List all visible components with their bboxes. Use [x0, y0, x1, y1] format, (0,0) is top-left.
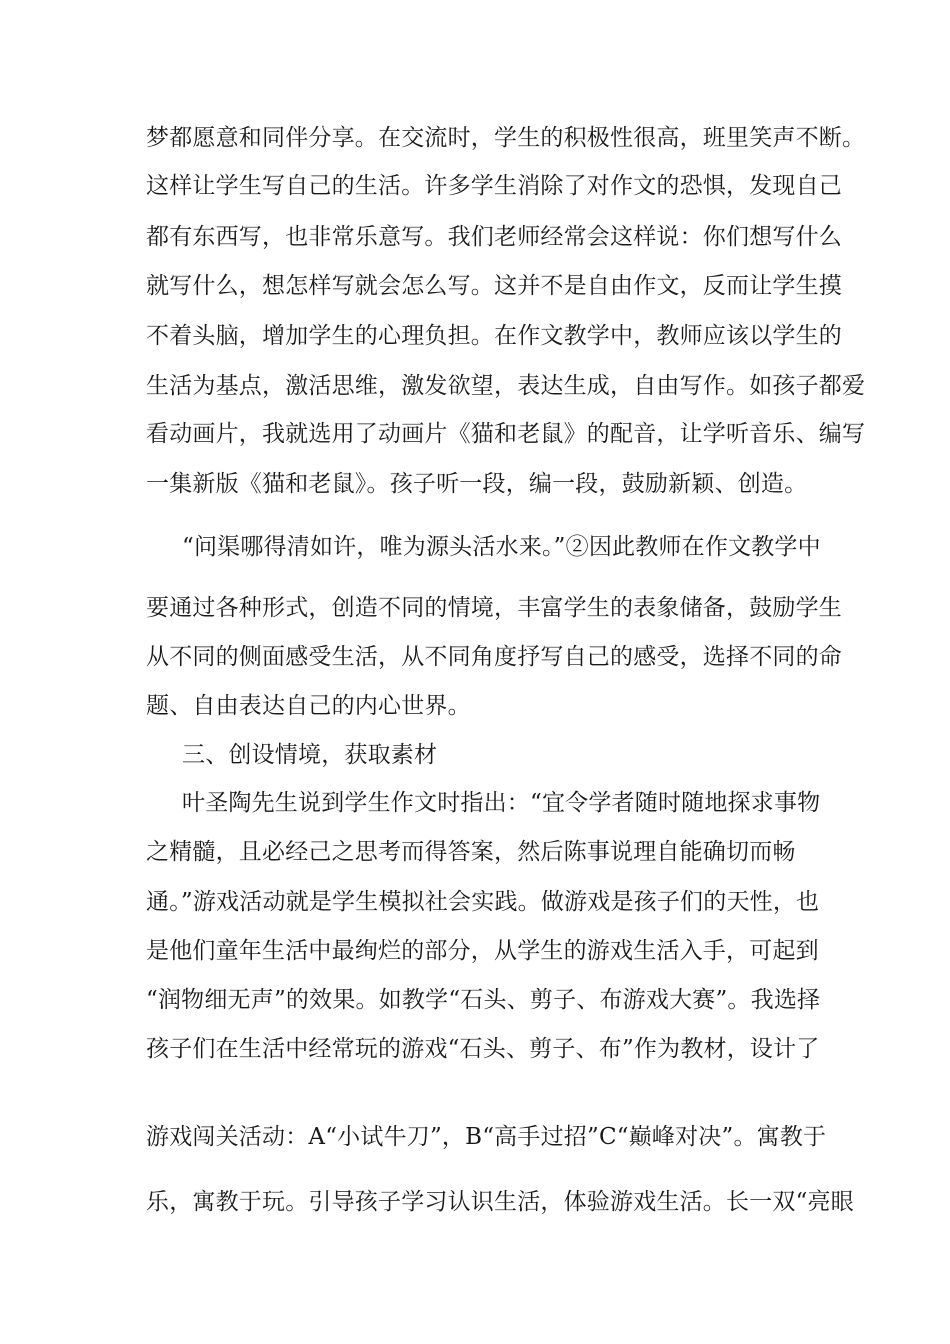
text-line: 叶圣陶先生说到学生作文时指出：“宜令学者随时随地探求事物 [182, 790, 821, 816]
text-line: 一集新版《猫和老鼠》。孩子听一段，编一段，鼓励新颖、创造。 [146, 471, 808, 497]
text-line: 都有东西写，也非常乐意写。我们老师经常会这样说：你们想写什么 [146, 224, 842, 250]
text-line: 梦都愿意和同伴分享。在交流时，学生的积极性很高，班里笑声不断。 [146, 125, 866, 151]
text-line: 通。”游戏活动就是学生模拟社会实践。做游戏是孩子们的天性，也 [146, 889, 820, 915]
text-line: 就写什么，想怎样写就会怎么写。这并不是自由作文，反而让学生摸 [146, 273, 842, 299]
text-line: “润物细无声”的效果。如教学“石头、剪子、布游戏大赛”。我选择 [146, 987, 821, 1013]
text-line: 看动画片，我就选用了动画片《猫和老鼠》的配音，让学听音乐、编写 [146, 421, 866, 447]
text-line: 乐，寓教于玩。引导孩子学习认识生活，体验游戏生活。长一双“亮眼 [146, 1189, 854, 1215]
text-line: 是他们童年生活中最绚烂的部分，从学生的游戏生活入手，可起到 [146, 938, 819, 964]
text-line: 这样让学生写自己的生活。许多学生消除了对作文的恐惧，发现自己 [146, 173, 842, 199]
section-heading: 三、创设情境，获取素材 [182, 742, 438, 768]
text-line: 生活为基点，激活思维，激发欲望，表达生成，自由写作。如孩子都爱 [146, 373, 866, 399]
text-line: 游戏闯关活动：A“小试牛刀”，B“高手过招”C“巅峰对决”。寓教于 [146, 1124, 827, 1150]
text-line: 从不同的侧面感受生活，从不同角度抒写自己的感受，选择不同的命 [146, 644, 842, 670]
text-line: “问渠哪得清如许，唯为源头活水来。”②因此教师在作文教学中 [182, 534, 821, 560]
text-line: 题、自由表达自己的内心世界。 [146, 693, 471, 719]
text-line: 不着头脑，增加学生的心理负担。在作文教学中，教师应该以学生的 [146, 323, 842, 349]
text-line: 要通过各种形式，创造不同的情境，丰富学生的表象储备，鼓励学生 [146, 595, 842, 621]
text-line: 之精髓，且必经己之思考而得答案，然后陈事说理自能确切而畅 [146, 839, 796, 865]
text-line: 孩子们在生活中经常玩的游戏“石头、剪子、布”作为教材，设计了 [146, 1036, 820, 1062]
